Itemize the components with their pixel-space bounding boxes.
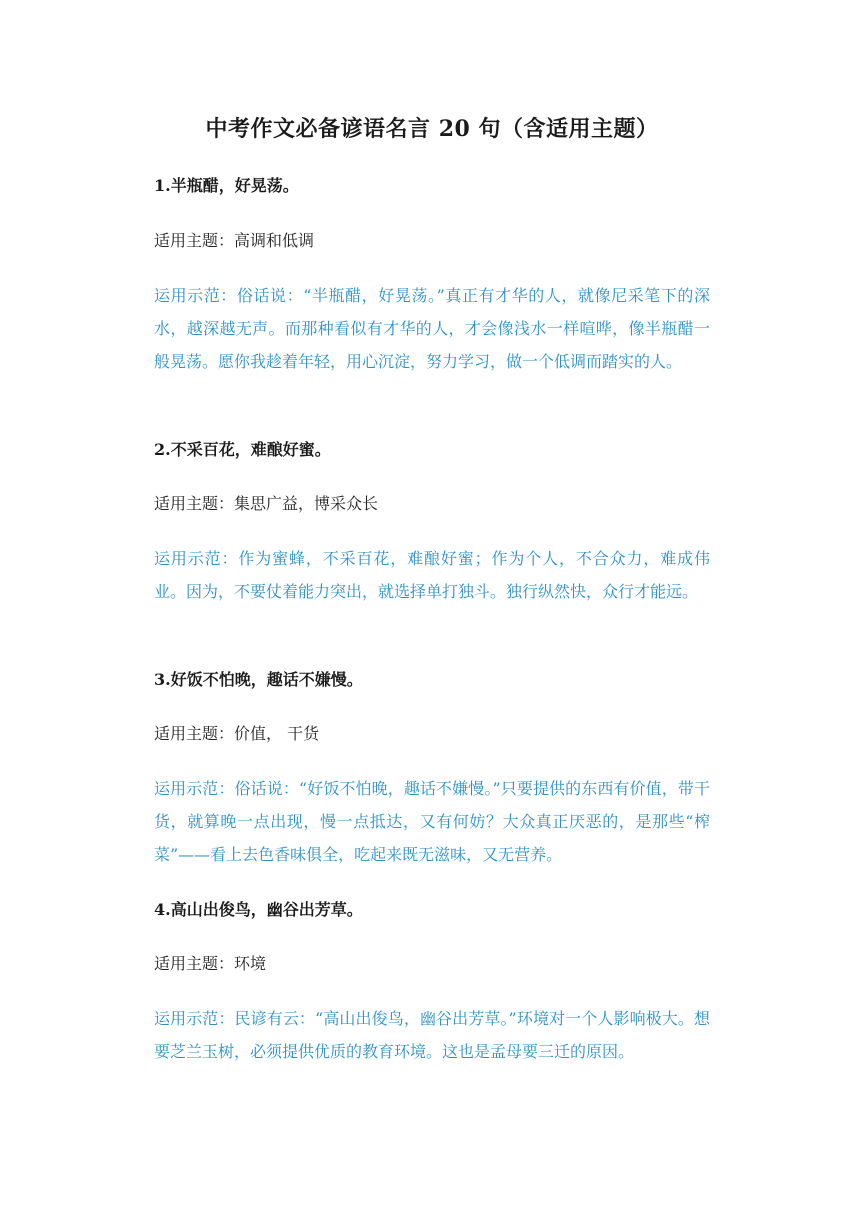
theme-line-1: 适用主题：高调和低调 [154,231,315,250]
page-title: 中考作文必备谚语名言 20 句（含适用主题） [205,116,659,142]
theme-line-3: 适用主题：价值， 干货 [154,724,320,743]
proverb-heading-3: 3.好饭不怕晚，趣话不嫌慢。 [154,670,363,689]
proverb-heading-4: 4.高山出俊鸟，幽谷出芳草。 [154,900,363,919]
proverb-heading-2: 2.不采百花，难酿好蜜。 [154,440,331,459]
theme-line-2: 适用主题：集思广益，博采众长 [154,494,379,513]
theme-line-4: 适用主题：环境 [154,954,267,973]
proverb-heading-1: 1.半瓶醋，好晃荡。 [154,176,299,195]
example-paragraph-3: 运用示范：俗话说：“好饭不怕晚，趣话不嫌慢。”只要提供的东西有价值，带干货，就算晚一点出现，慢一点抵达，又有何妨？大众真正厌恶的，是那些“榨菜”——看上去色香味俱全，吃起来既无滋味，又无营养。 [154,779,710,864]
example-paragraph-1: 运用示范：俗话说：“半瓶醋，好晃荡。”真正有才华的人，就像尼采笔下的深水，越深越无声。而那种看似有才华的人，才会像浅水一样喧哗，像半瓶醋一般晃荡。愿你我趁着年轻，用心沉淀，努力学习，做一个低调而踏实的人。 [154,286,710,371]
example-paragraph-2: 运用示范：作为蜜蜂，不采百花，难酿好蜜；作为个人，不合众力，难成伟业。因为，不要仗着能力突出，就选择单打独斗。独行纵然快，众行才能远。 [154,549,710,601]
example-paragraph-4: 运用示范：民谚有云：“高山出俊鸟，幽谷出芳草。”环境对一个人影响极大。想要芝兰玉树，必须提供优质的教育环境。这也是孟母要三迁的原因。 [154,1009,710,1061]
